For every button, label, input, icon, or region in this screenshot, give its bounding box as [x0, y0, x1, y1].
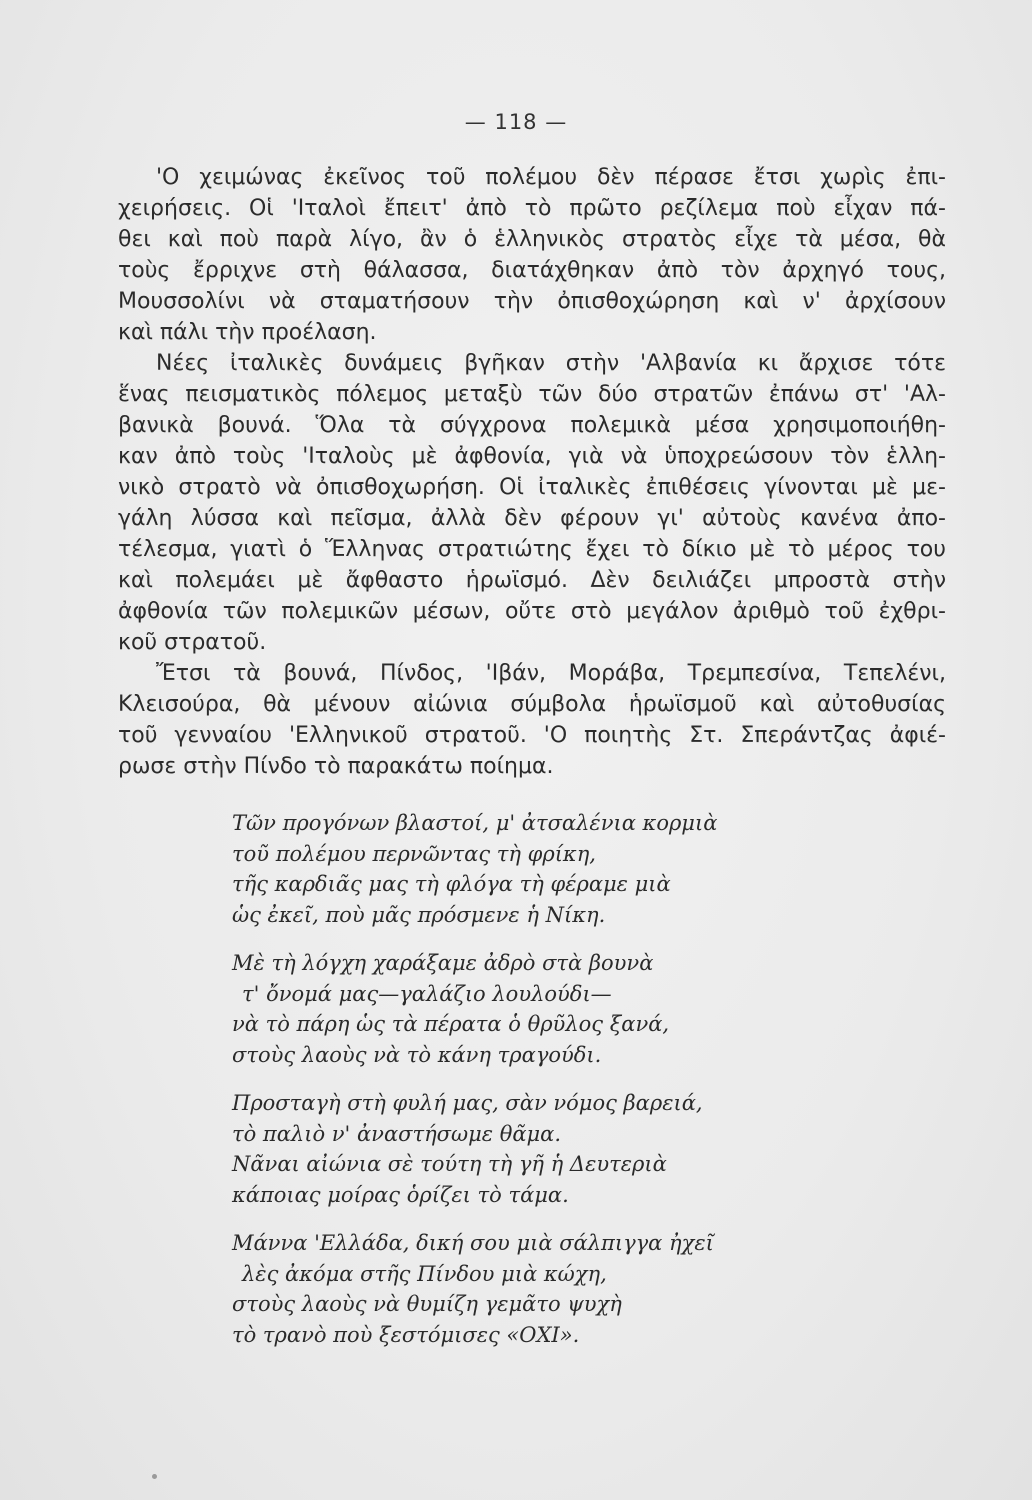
prose-line: ρωσε στὴν Πίνδο τὸ παρακάτω ποίημα. [118, 754, 554, 779]
prose-line: Μουσσολίνι νὰ σταματήσουν τὴν ὀπισθοχώρηση καὶ ν' ἀρχίσουν [118, 289, 946, 314]
prose-line: Νέες ἰταλικὲς δυνάμεις βγῆκαν στὴν 'Αλβανία κι ἄρχισε τότε [156, 351, 946, 376]
poem-line: Μάννα 'Ελλάδα, δική σου μιὰ σάλπιγγα ἠχεῖ [232, 1231, 714, 1255]
poem-stanza [232, 1088, 792, 1210]
poem-line: Μὲ τὴ λόγχη χαράξαμε ἀδρὸ στὰ βουνὰ [232, 951, 654, 975]
poem-stanza [232, 808, 792, 930]
poem-line: Προσταγὴ στὴ φυλή μας, σὰν νόμος βαρειά, [232, 1091, 703, 1115]
poem-line: λὲς ἀκόμα στῆς Πίνδου μιὰ κώχη, [242, 1261, 607, 1286]
prose-line: θει καὶ ποὺ παρὰ λίγο, ἂν ὁ ἑλληνικὸς στρατὸς εἶχε τὰ μέσα, θὰ [118, 227, 946, 252]
prose-text [118, 162, 946, 782]
prose-line: καὶ πάλι τὴν προέλαση. [118, 320, 377, 345]
poem-line: Νᾶναι αἰώνια σὲ τούτη τὴ γῆ ἡ Δευτεριὰ [232, 1152, 667, 1176]
prose-line: χειρήσεις. Οἱ 'Ιταλοὶ ἔπειτ' ἀπὸ τὸ πρῶτο ρεζίλεμα ποὺ εἶχαν πά- [118, 196, 946, 221]
poem [232, 808, 792, 1368]
poem-line: Τῶν προγόνων βλαστοί, μ' ἀτσαλένια κορμιὰ [232, 811, 718, 835]
poem-stanza [232, 948, 792, 1070]
poem-line: στοὺς λαοὺς νὰ τὸ κάνη τραγούδι. [232, 1042, 602, 1067]
poem-line: τοῦ πολέμου περνῶντας τὴ φρίκη, [232, 841, 596, 866]
poem-line: τὸ παλιὸ ν' ἀναστήσωμε θᾶμα. [232, 1121, 562, 1146]
prose-line: καὶ πολεμάει μὲ ἄφθαστο ἡρωϊσμό. Δὲν δειλιάζει μπροστὰ στὴν [118, 568, 946, 593]
prose-line: κοῦ στρατοῦ. [118, 630, 267, 655]
paper-speck [152, 1474, 157, 1479]
prose-line: τοῦ γενναίου 'Ελληνικοῦ στρατοῦ. 'Ο ποιητὴς Στ. Σπεράντζας ἀφιέ- [118, 723, 946, 748]
prose-line: Κλεισούρα, θὰ μένουν αἰώνια σύμβολα ἡρωϊσμοῦ καὶ αὐτοθυσίας [118, 692, 946, 717]
prose-line: καν ἀπὸ τοὺς 'Ιταλοὺς μὲ ἀφθονία, γιὰ νὰ ὑποχρεώσουν τὸν ἑλλη- [118, 444, 946, 469]
poem-line: ὡς ἐκεῖ, ποὺ μᾶς πρόσμενε ἡ Νίκη. [232, 902, 606, 927]
poem-line: στοὺς λαοὺς νὰ θυμίζη γεμᾶτο ψυχὴ [232, 1292, 622, 1316]
prose-line: τέλεσμα, γιατὶ ὁ Ἕλληνας στρατιώτης ἔχει τὸ δίκιο μὲ τὸ μέρος του [118, 537, 946, 562]
prose-line: νικὸ στρατὸ νὰ ὀπισθοχωρήση. Οἱ ἰταλικὲς ἐπιθέσεις γίνονται μὲ με- [118, 475, 946, 500]
prose-line: ἀφθονία τῶν πολεμικῶν μέσων, οὔτε στὸ μεγάλον ἀριθμὸ τοῦ ἐχθρι- [118, 599, 946, 624]
prose-line: γάλη λύσσα καὶ πεῖσμα, ἀλλὰ δὲν φέρουν γι' αὐτοὺς κανένα ἀπο- [118, 506, 946, 531]
prose-line: ἕνας πεισματικὸς πόλεμος μεταξὺ τῶν δύο στρατῶν ἐπάνω στ' 'Αλ- [118, 382, 946, 407]
prose-line: τοὺς ἔρριχνε στὴ θάλασσα, διατάχθηκαν ἀπὸ τὸν ἀρχηγό τους, [118, 258, 946, 283]
prose-line: 'Ο χειμώνας ἐκεῖνος τοῦ πολέμου δὲν πέρασε ἔτσι χωρὶς ἐπι- [156, 165, 946, 190]
page-number: — 118 — [464, 110, 568, 134]
poem-stanza [232, 1228, 792, 1350]
poem-line: νὰ τὸ πάρη ὡς τὰ πέρατα ὁ θρῦλος ξανά, [232, 1012, 670, 1036]
prose-line: Ἔτσι τὰ βουνά, Πίνδος, 'Ιβάν, Μοράβα, Τρεμπεσίνα, Τεπελένι, [156, 661, 946, 686]
poem-line: κάποιας μοίρας ὁρίζει τὸ τάμα. [232, 1182, 569, 1207]
poem-line: τὸ τρανὸ ποὺ ξεστόμισες «ΟΧΙ». [232, 1322, 580, 1347]
prose-line: βανικὰ βουνά. Ὅλα τὰ σύγχρονα πολεμικὰ μέσα χρησιμοποιήθη- [118, 413, 946, 438]
poem-line: τ' ὄνομά μας—γαλάζιο λουλούδι— [242, 981, 612, 1006]
poem-line: τῆς καρδιᾶς μας τὴ φλόγα τὴ φέραμε μιὰ [232, 872, 671, 896]
